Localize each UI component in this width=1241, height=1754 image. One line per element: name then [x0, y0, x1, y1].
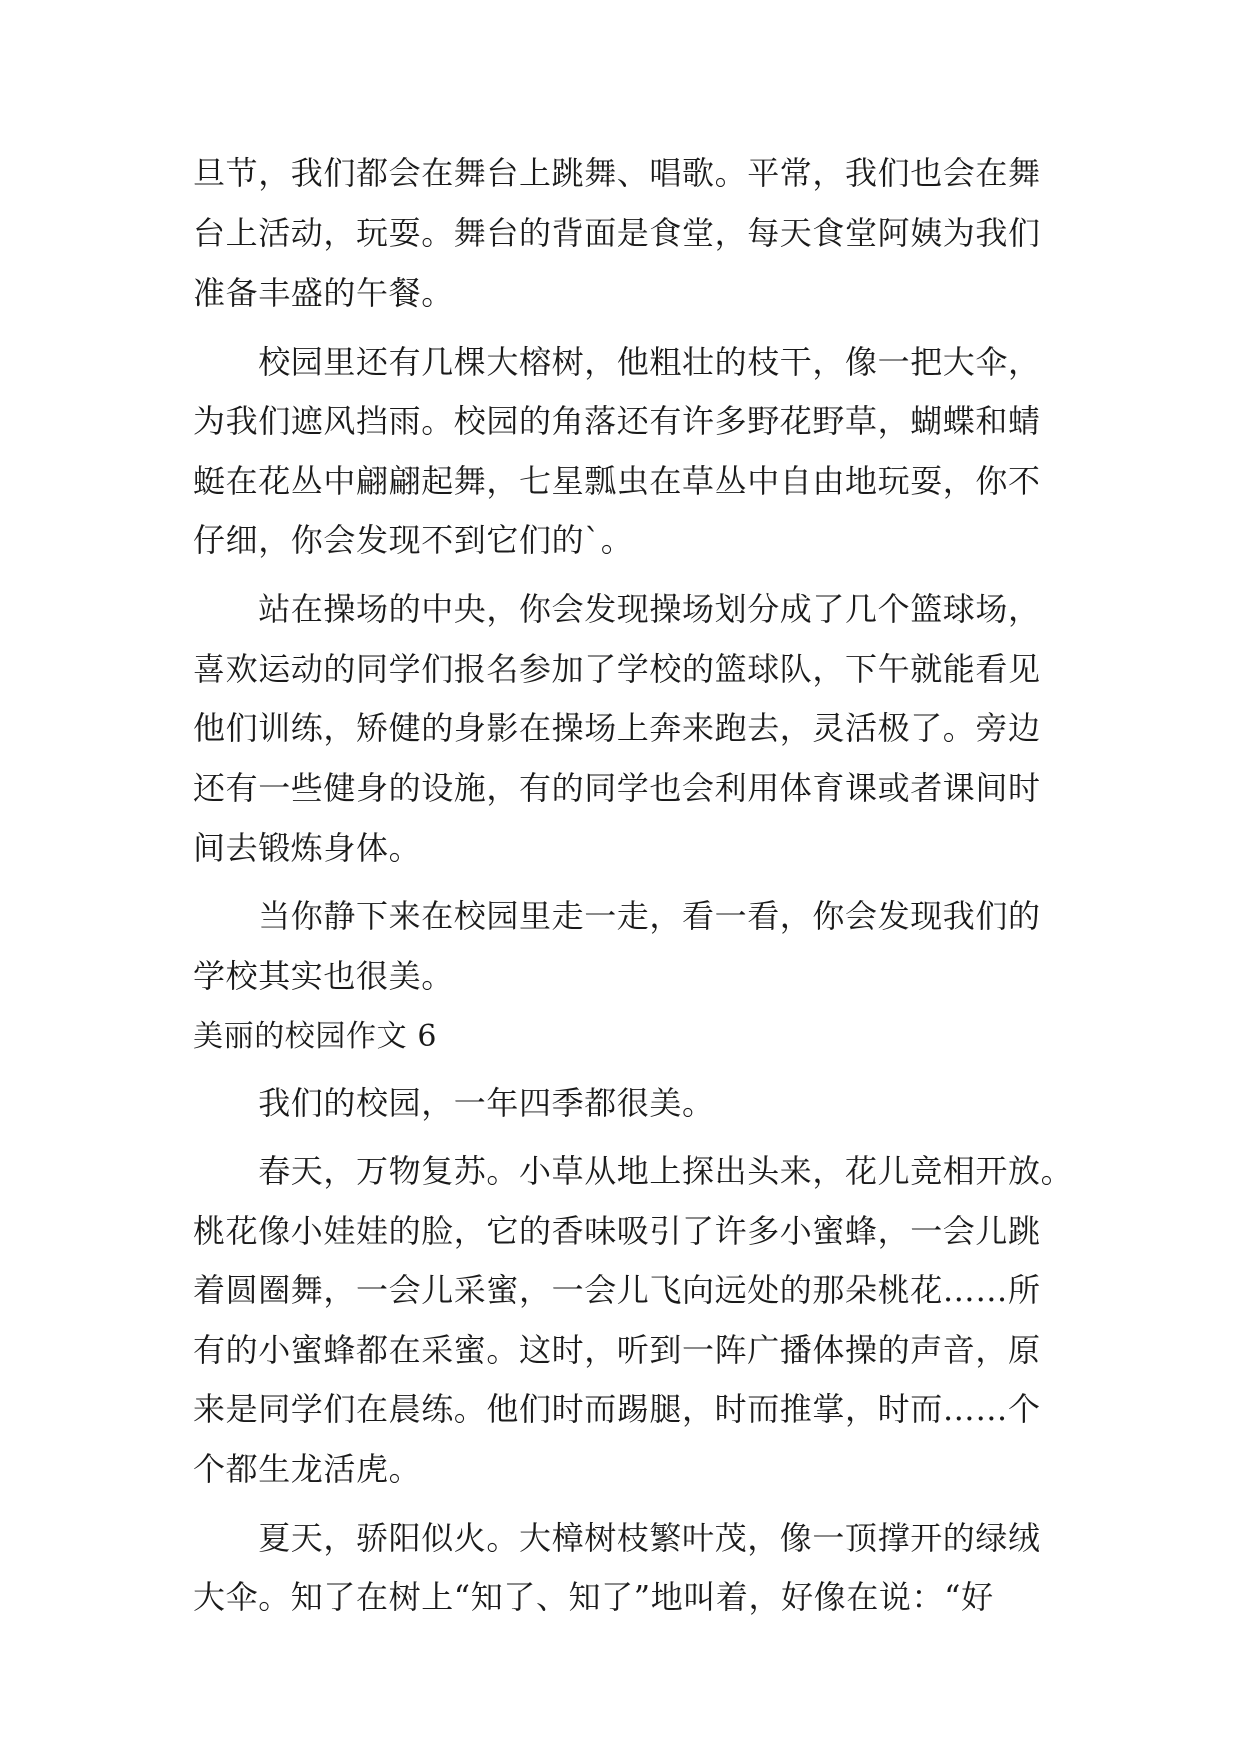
text-line: 还有一些健身的设施，有的同学也会利用体育课或者课间时 [193, 769, 1041, 807]
text-line: 站在操场的中央，你会发现操场划分成了几个篮球场， [193, 590, 1041, 628]
text-line: 校园里还有几棵大榕树，他粗壮的枝干，像一把大伞， [193, 343, 1041, 381]
text-line: 我们的校园，一年四季都很美。 [193, 1084, 715, 1122]
text-line: 夏天，骄阳似火。大樟树枝繁叶茂，像一顶撑开的绿绒 [193, 1519, 1041, 1557]
section-heading: 美丽的校园作文 6 [193, 1019, 438, 1054]
text-line: 大伞。知了在树上“知了、知了”地叫着，好像在说：“好 [193, 1578, 994, 1616]
text-line: 春天，万物复苏。小草从地上探出头来，花儿竞相开放。 [193, 1152, 1074, 1190]
text-line: 旦节，我们都会在舞台上跳舞、唱歌。平常，我们也会在舞 [193, 154, 1041, 192]
text-line: 蜓在花丛中翩翩起舞，七星瓢虫在草丛中自由地玩耍，你不 [193, 462, 1041, 500]
text-line: 喜欢运动的同学们报名参加了学校的篮球队，下午就能看见 [193, 650, 1041, 688]
text-line: 为我们遮风挡雨。校园的角落还有许多野花野草，蝴蝶和蜻 [193, 402, 1041, 440]
text-line: 他们训练，矫健的身影在操场上奔来跑去，灵活极了。旁边 [193, 709, 1041, 747]
text-line: 有的小蜜蜂都在采蜜。这时，听到一阵广播体操的声音，原 [193, 1331, 1041, 1369]
text-line: 个都生龙活虎。 [193, 1450, 422, 1488]
text-line: 学校其实也很美。 [193, 957, 454, 995]
text-line: 准备丰盛的午餐。 [193, 274, 454, 312]
text-line: 来是同学们在晨练。他们时而踢腿，时而推掌，时而……个 [193, 1390, 1041, 1428]
text-line: 桃花像小娃娃的脸，它的香味吸引了许多小蜜蜂，一会儿跳 [193, 1212, 1041, 1250]
text-line: 间去锻炼身体。 [193, 829, 422, 867]
text-line: 着圆圈舞，一会儿采蜜，一会儿飞向远处的那朵桃花……所 [193, 1271, 1041, 1309]
text-line: 台上活动，玩耍。舞台的背面是食堂，每天食堂阿姨为我们 [193, 214, 1041, 252]
text-line: 当你静下来在校园里走一走，看一看，你会发现我们的 [193, 897, 1041, 935]
text-line: 仔细，你会发现不到它们的`。 [193, 521, 634, 559]
